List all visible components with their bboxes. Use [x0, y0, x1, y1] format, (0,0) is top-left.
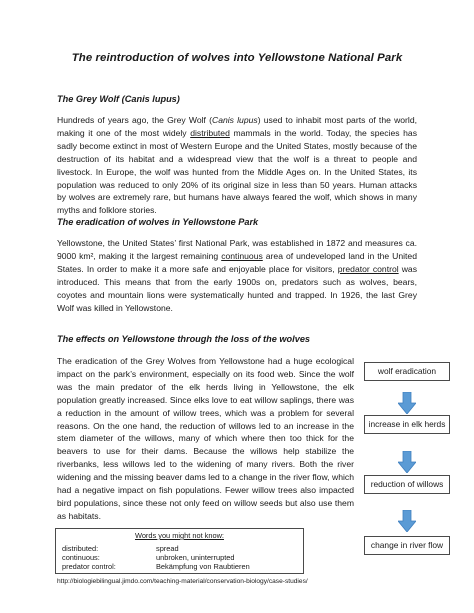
flow-box-willows: reduction of willows	[364, 475, 450, 494]
source-url[interactable]: http://biologiebilingual.jimdo.com/teaching-material/conservation-biology/case-studies/	[57, 578, 308, 585]
vocabulary-box	[55, 528, 304, 574]
paragraph-text: area of undeveloped land in the United States. In order to make it a more safe and enjoyable place for visitors,	[57, 250, 417, 274]
paragraph-grey-wolf	[57, 114, 417, 217]
section-heading-grey-wolf: The Grey Wolf (Canis lupus)	[57, 94, 180, 104]
flow-box-river-flow: change in river flow	[364, 536, 450, 555]
section-heading-eradication: The eradication of wolves in Yellowstone Park	[57, 217, 259, 227]
paragraph-text: ) used to inhabit most parts of the world, making it one of the most widely	[57, 115, 417, 138]
paragraph-text: Yellowstone, the United States’ first National Park, was established in 1872 and measures ca. 9000 km², making it the largest remaining	[57, 238, 417, 261]
paragraph-text: Hundreds of years ago, the Grey Wolf (	[57, 115, 212, 125]
vocab-term: distributed:	[62, 544, 99, 553]
paragraph-effects	[57, 355, 354, 523]
vocab-term-distributed: distributed	[190, 127, 230, 138]
vocab-term-continuous: continuous	[221, 250, 263, 261]
vocab-definition: Bekämpfung von Raubtieren	[156, 562, 250, 571]
document-title: The reintroduction of wolves into Yellowstone National Park	[71, 52, 403, 64]
species-name: Canis lupus	[211, 115, 258, 125]
paragraph-text: mammals in the world. Today, the species has sadly become extinct in most of Western Europe and the United States, mostly because of the destruction of its habitat and a widespread view that the wolf is a threat to people and livestock. In Europe, the wolf was hunted from the Middle Ages on. In the United States, its population was reduced to only 20% of its original size in less than 50 years. Human attacks by wolves are extremely rare, but humans have always feared the wolf, which shows in many myths and folklore stories.	[57, 127, 417, 216]
paragraph-eradication	[57, 237, 417, 314]
flow-box-elk-herds: increase in elk herds	[364, 415, 450, 434]
section-heading-effects: The effects on Yellowstone through the loss of the wolves	[57, 334, 311, 344]
flow-box-wolf-eradication: wolf eradication	[364, 362, 450, 381]
down-arrow-icon	[398, 510, 416, 532]
down-arrow-icon	[398, 392, 416, 414]
vocab-term: continuous:	[62, 553, 100, 562]
vocab-definition: spread	[156, 544, 179, 553]
vocabulary-title: Words you might not know:	[134, 531, 224, 540]
vocab-term-predator-control: predator control	[337, 263, 399, 274]
vocab-definition: unbroken, uninterrupted	[156, 553, 235, 562]
paragraph-text: The eradication of the Grey Wolves from Yellowstone had a huge ecological impact on the park’s environment, especially on its food web. Since the wolf was the main predator of the elk herds living in Yellowstone, the elk population greatly increased. Since elks love to eat willow saplings, there was a reduction in the amount of willow trees, which was a problem for several reasons. On the one hand, the reduction of willows led to an increase in the stem diameter of the willows, many of which where then too thick for the beavers to use for their dams. Because the willows help stabilize the riverbanks, less willows led to the widening of many rivers. Both the river widening and the missing beaver dams led to a change in the river flow, which had a negative impact on fish populations. Fewer willow trees also impacted bird populations, since these not only feed on willow seeds but also use them as habitats.	[57, 356, 354, 521]
vocab-term: predator control:	[62, 562, 116, 571]
down-arrow-icon	[398, 451, 416, 473]
paragraph-text: was introduced. This means that from the early 1900s on, predators such as wolves, bears, coyotes and mountain lions were systematically hunted and trapped. In 1926, the last Grey Wolf was killed in Yellowstone.	[57, 263, 417, 313]
